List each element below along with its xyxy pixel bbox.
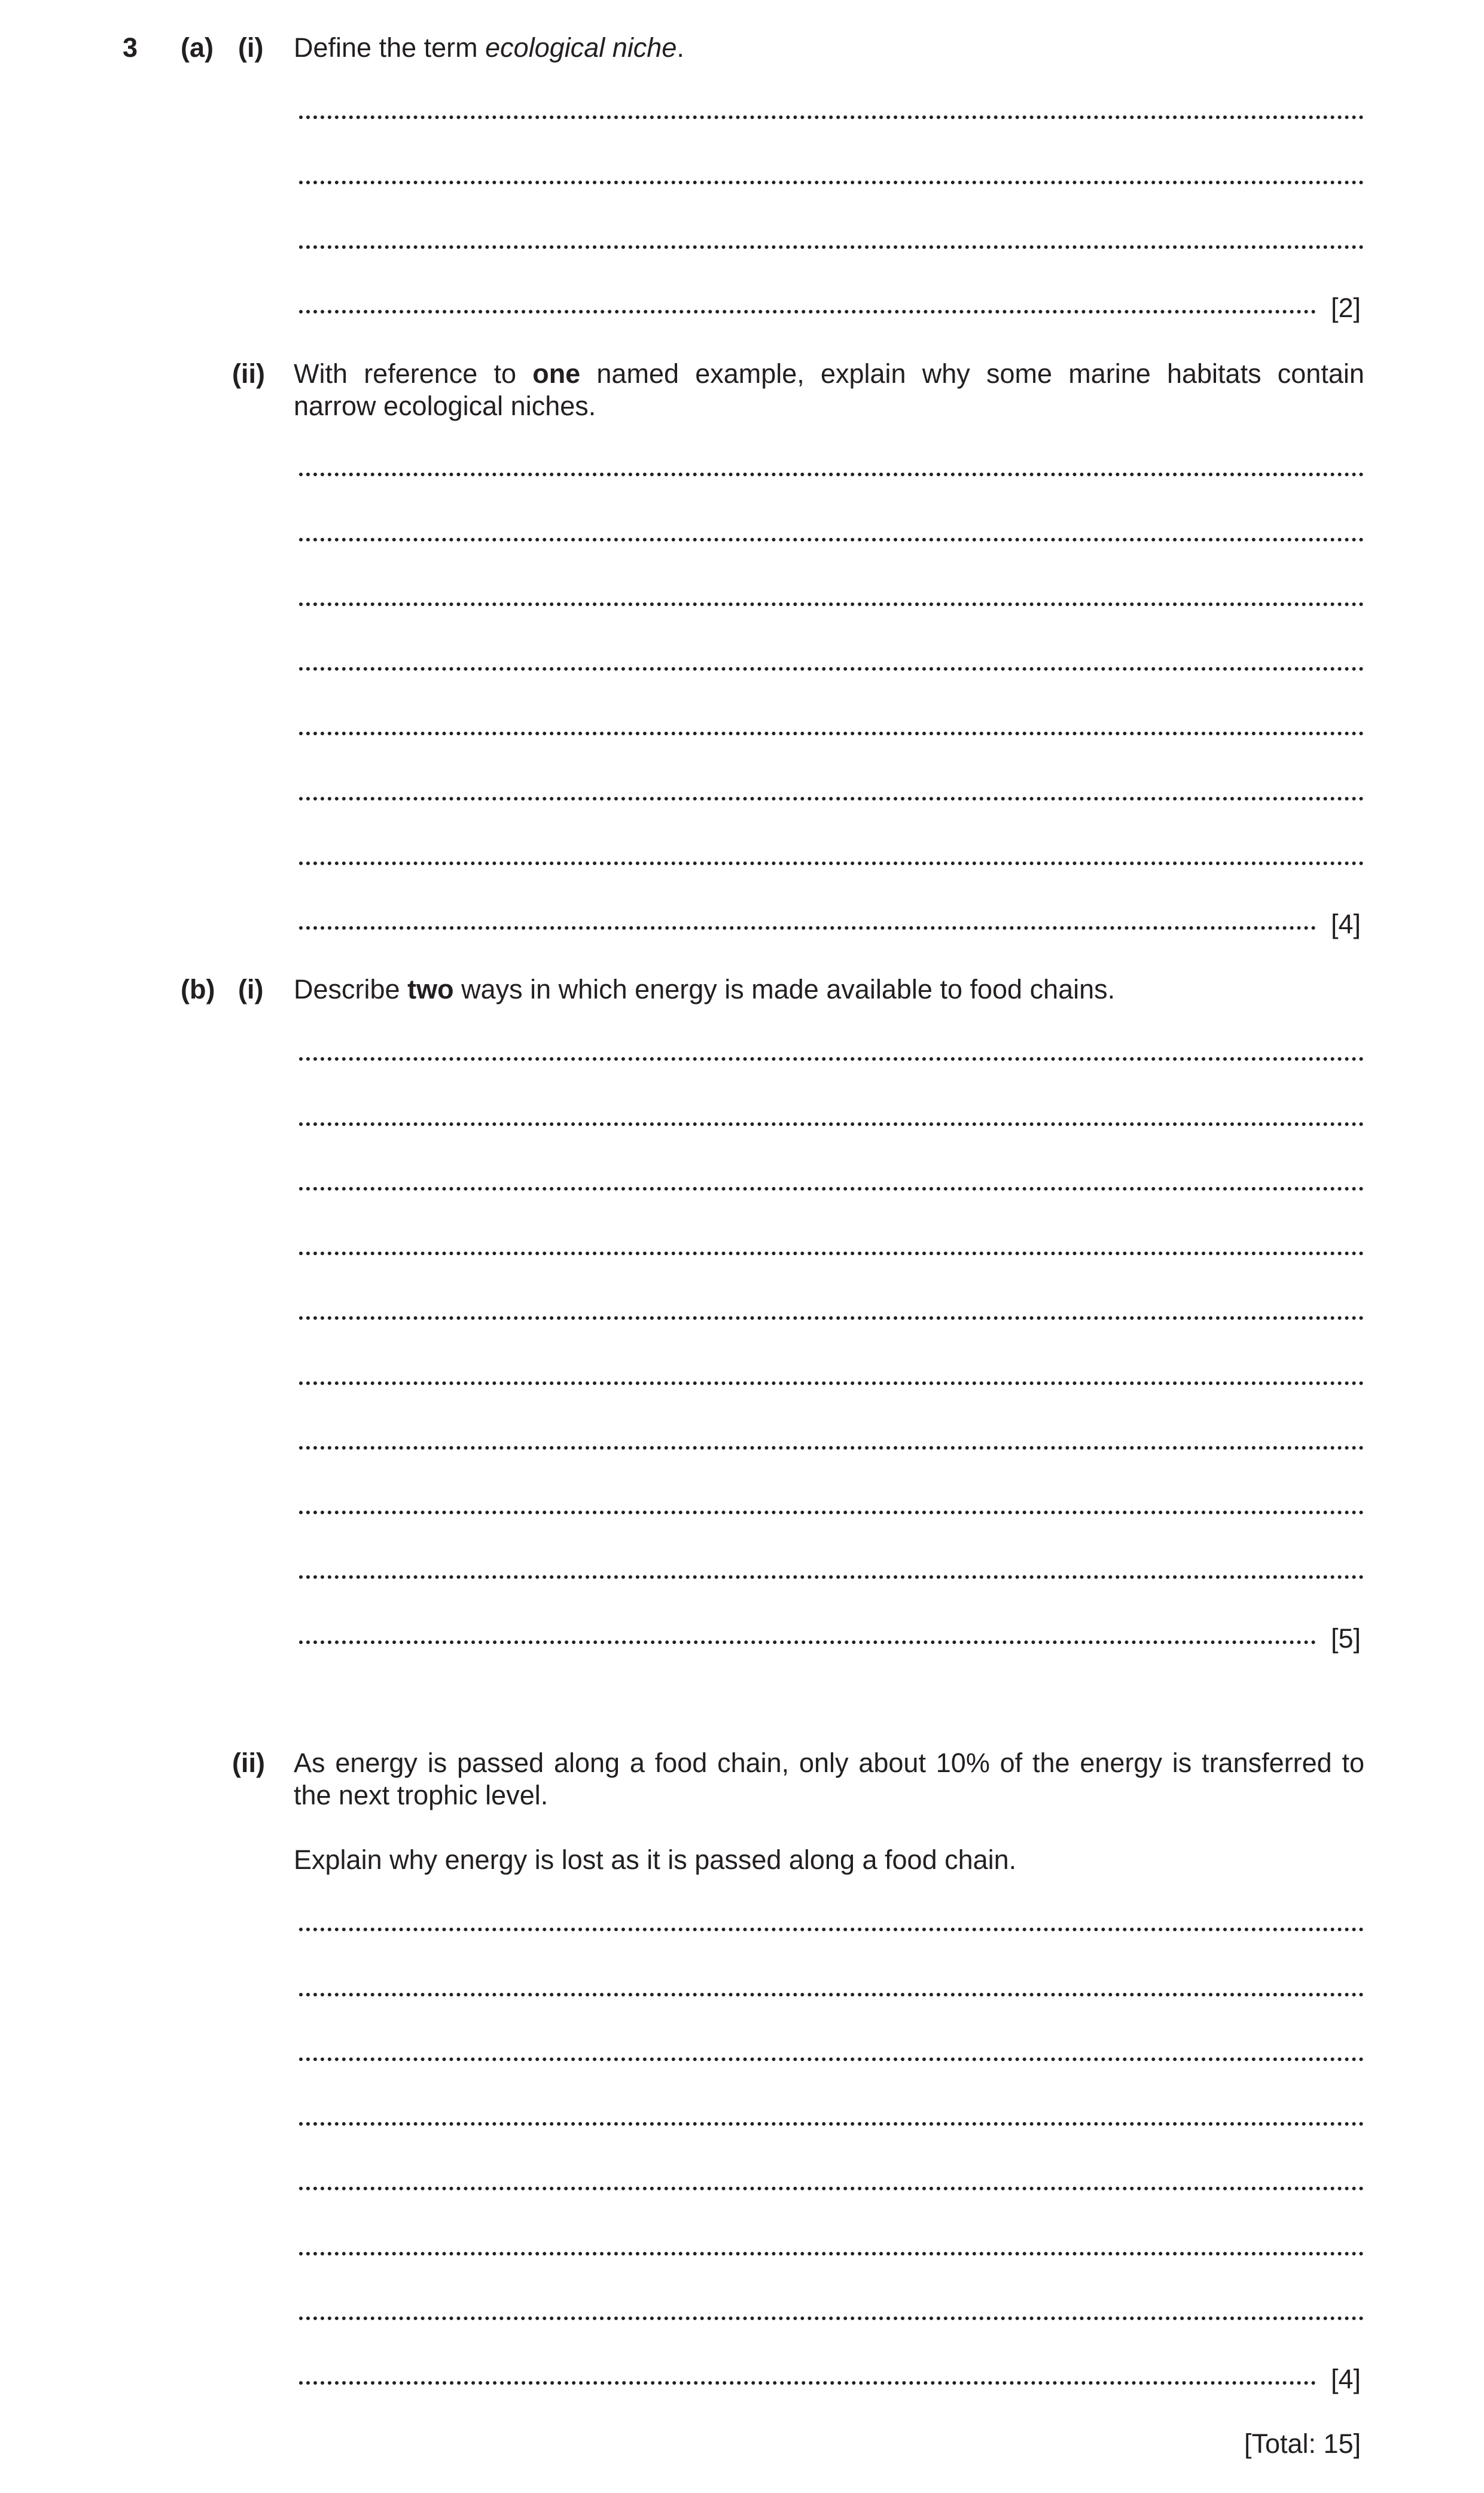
word: With (294, 358, 348, 389)
word: named (596, 358, 679, 389)
part-a-i-label: (i) (238, 32, 264, 63)
word: example, (695, 358, 805, 389)
answer-line[interactable] (299, 473, 1364, 476)
part-b-i-question (294, 973, 1115, 1006)
answer-line[interactable] (299, 926, 1316, 930)
marks-a-ii: [4] (1331, 909, 1361, 939)
answer-line[interactable] (299, 538, 1364, 541)
marks-b-ii: [4] (1331, 2364, 1361, 2394)
marks-a-i: [2] (1331, 293, 1361, 323)
answer-line[interactable] (299, 245, 1364, 249)
word: habitats (1166, 358, 1261, 389)
part-b-ii-question-line1: As energy is passed along a food chain, only about 10% of the energy is transferred to (294, 1748, 1364, 1778)
part-a-i-term: ecological niche (485, 32, 677, 63)
answer-line[interactable] (299, 1381, 1364, 1385)
answer-line[interactable] (299, 602, 1364, 606)
answer-line[interactable] (299, 1316, 1364, 1320)
word: some (986, 358, 1053, 389)
answer-line[interactable] (299, 2057, 1364, 2061)
answer-line[interactable] (299, 2122, 1364, 2126)
part-b-ii-instruction: Explain why energy is lost as it is passed along a food chain. (294, 1844, 1017, 1875)
answer-line[interactable] (299, 1122, 1364, 1126)
answer-line[interactable] (299, 115, 1364, 119)
answer-line[interactable] (299, 732, 1364, 735)
answer-line[interactable] (299, 1993, 1364, 1996)
answer-line[interactable] (299, 667, 1364, 671)
answer-line[interactable] (299, 2252, 1364, 2255)
answer-line[interactable] (299, 862, 1364, 865)
answer-line[interactable] (299, 2381, 1316, 2385)
answer-line[interactable] (299, 1252, 1364, 1255)
part-a-i-text-before: Define the term (294, 32, 486, 63)
word: why (922, 358, 970, 389)
part-b-i-text-after: ways in which energy is made available to food chains. (453, 974, 1116, 1004)
part-b-i-emphasis: two (407, 974, 454, 1004)
part-b-ii-label: (ii) (232, 1748, 265, 1778)
word: contain (1277, 358, 1364, 389)
answer-line[interactable] (299, 1187, 1364, 1191)
answer-line[interactable] (299, 1640, 1316, 1644)
part-b-i-label: (i) (238, 974, 264, 1004)
part-a-ii-question-line2: narrow ecological niches. (294, 391, 596, 421)
word: explain (820, 358, 906, 389)
part-a-label: (a) (181, 32, 214, 63)
answer-line[interactable] (299, 1511, 1364, 1514)
part-a-ii-label: (ii) (232, 358, 265, 389)
answer-line[interactable] (299, 310, 1316, 313)
word: reference (364, 358, 478, 389)
answer-line[interactable] (299, 1575, 1364, 1579)
answer-line[interactable] (299, 1057, 1364, 1061)
part-b-i-text-before: Describe (294, 974, 408, 1004)
part-b-ii-question-line2: the next trophic level. (294, 1780, 548, 1810)
word: marine (1068, 358, 1151, 389)
answer-line[interactable] (299, 181, 1364, 184)
part-a-ii-question-line1 (294, 358, 1364, 390)
part-b-label: (b) (181, 974, 215, 1004)
word: to (493, 358, 517, 389)
emphasis-word: one (532, 358, 581, 389)
part-a-i-question (294, 32, 684, 64)
answer-line[interactable] (299, 1928, 1364, 1931)
answer-line[interactable] (299, 797, 1364, 800)
total-marks: [Total: 15] (1244, 2428, 1361, 2459)
question-number: 3 (123, 32, 138, 63)
answer-line[interactable] (299, 2317, 1364, 2320)
answer-line[interactable] (299, 1446, 1364, 1450)
part-a-i-text-after: . (677, 32, 684, 63)
answer-line[interactable] (299, 2187, 1364, 2190)
marks-b-i: [5] (1331, 1623, 1361, 1654)
